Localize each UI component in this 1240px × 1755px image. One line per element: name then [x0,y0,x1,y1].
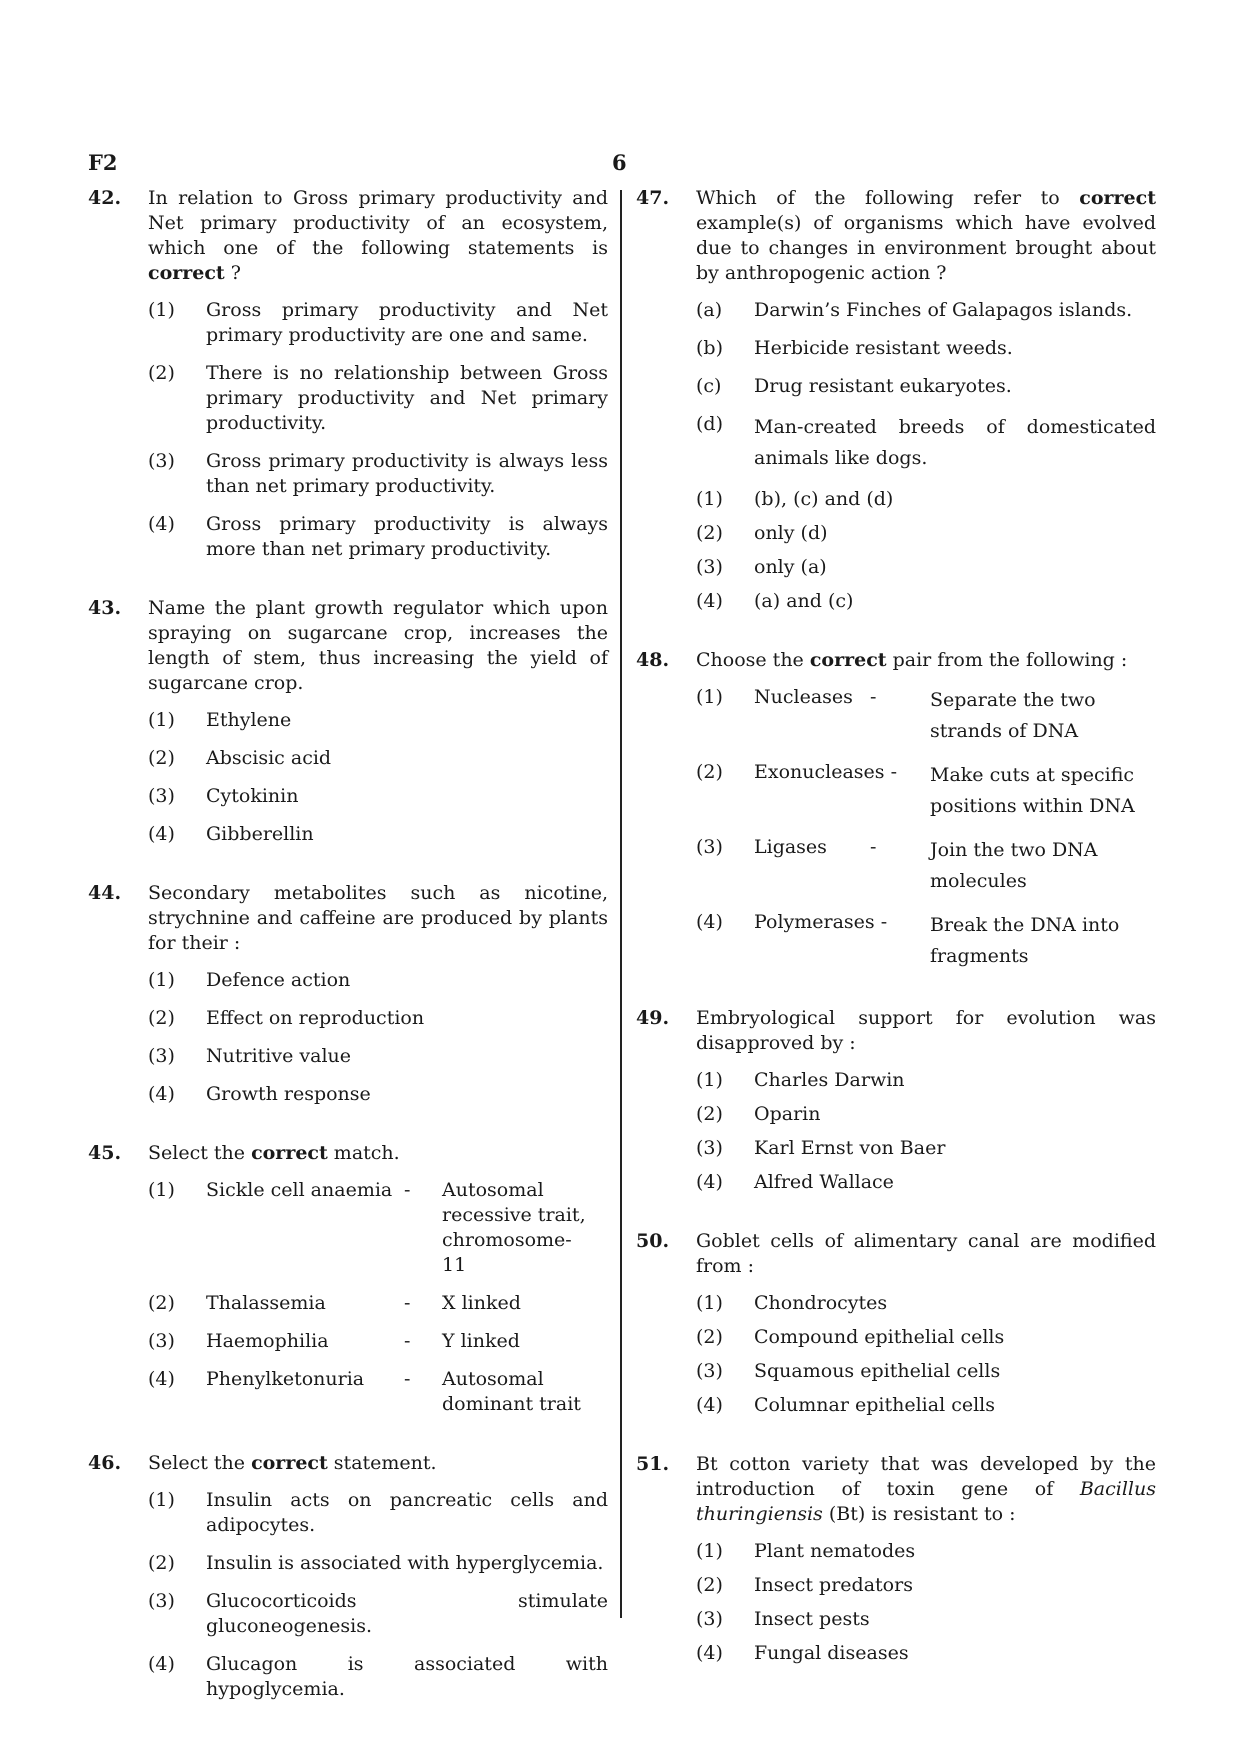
option-3[interactable]: (3) Haemophilia - Y linked [148,1329,608,1354]
option-1[interactable]: (1) Nucleases - Separate the two strands of DNA [696,685,1156,747]
option-3[interactable]: (3) only (a) [696,556,827,578]
option-1[interactable]: (1) Gross primary productivity and Net primary productivity are one and same. [148,299,608,346]
question-text: Embryological support for evolution was disapproved by : [696,1007,1156,1054]
option-3[interactable]: (3) Squamous epithelial cells [696,1360,1001,1382]
option-3[interactable]: (3) Gross primary productivity is always less than net primary productivity. [148,450,608,497]
option-2[interactable]: (2) Compound epithelial cells [696,1326,1005,1348]
option-4[interactable]: (4) Gross primary productivity is always more than net primary productivity. [148,513,608,560]
question-number: 49. [636,1007,670,1029]
question-text: Which of the following refer to correct example(s) of organisms which have evolved due to changes in environment brought about by anthropogenic action ? [696,187,1156,284]
option-3[interactable]: (3) Glucocorticoids stimulate gluconeogenesis. [148,1590,608,1637]
option-4[interactable]: (4) Glucagon is associated with hypoglycemia. [148,1653,608,1700]
question-43 [88,596,608,847]
statement-d: (d) Man-created breeds of domesticated animals like dogs. [696,413,1156,469]
option-1[interactable]: (1) Chondrocytes [696,1292,888,1314]
option-4[interactable]: (4) Columnar epithelial cells [696,1394,995,1416]
match-row: Phenylketonuria - Autosomal dominant trait [206,1368,581,1415]
pair-row: Exonucleases - Make cuts at specific positions within DNA [754,761,1135,817]
question-number: 48. [636,649,670,671]
right-column [636,186,1156,1700]
option-4[interactable]: (4) (a) and (c) [696,590,854,612]
option-4[interactable]: (4) Growth response [148,1083,371,1105]
option-4[interactable]: (4) Gibberellin [148,823,314,845]
question-text: In relation to Gross primary productivity and Net primary productivity of an ecosystem, which one of the following statements is correct ? [148,187,608,284]
option-2[interactable]: (2) only (d) [696,522,828,544]
statement-c: (c) Drug resistant eukaryotes. [696,375,1012,397]
question-46 [88,1451,608,1702]
pair-row: Ligases - Join the two DNA molecules [754,836,1098,892]
question-text: Choose the correct pair from the following : [696,649,1128,671]
option-4[interactable]: (4) Fungal diseases [696,1642,909,1664]
match-row: Haemophilia - Y linked [206,1330,520,1352]
option-4[interactable]: (4) Phenylketonuria - Autosomal dominant trait [148,1367,608,1417]
match-row: Thalassemia - X linked [206,1292,521,1314]
option-1[interactable]: (1) (b), (c) and (d) [696,488,894,510]
question-number: 46. [88,1452,122,1474]
question-50 [636,1229,1156,1418]
question-text: Bt cotton variety that was developed by the introduction of toxin gene of Bacillus thuringiensis (Bt) is resistant to : [696,1453,1156,1525]
option-3[interactable]: (3) Cytokinin [148,785,299,807]
question-text: Goblet cells of alimentary canal are modified from : [696,1230,1156,1277]
question-45 [88,1141,608,1417]
option-2[interactable]: (2) Exonucleases - Make cuts at specific positions within DNA [696,760,1156,822]
booklet-code: F2 [88,150,118,175]
pair-row: Polymerases - Break the DNA into fragments [754,911,1120,967]
option-1[interactable]: (1) Ethylene [148,709,292,731]
question-text: Name the plant growth regulator which upon spraying on sugarcane crop, increases the length of stem, thus increasing the yield of sugarcane crop. [148,597,608,694]
question-number: 42. [88,187,122,209]
question-number: 45. [88,1142,122,1164]
option-2[interactable]: (2) Insect predators [696,1574,913,1596]
question-number: 43. [88,597,122,619]
option-1[interactable]: (1) Defence action [148,969,351,991]
question-47 [636,186,1156,614]
question-number: 47. [636,187,670,209]
question-number: 50. [636,1230,670,1252]
question-text: Select the correct match. [148,1142,400,1164]
question-49 [636,1006,1156,1195]
question-number: 44. [88,882,122,904]
question-48 [636,648,1156,972]
option-2[interactable]: (2) Abscisic acid [148,747,332,769]
page-number: 6 [612,150,627,175]
option-3[interactable]: (3) Insect pests [696,1608,870,1630]
option-1[interactable]: (1) Insulin acts on pancreatic cells and adipocytes. [148,1489,608,1536]
left-column [88,186,608,1736]
statement-b: (b) Herbicide resistant weeds. [696,337,1013,359]
match-row: Sickle cell anaemia - Autosomal recessive trait, chromosome-11 [206,1179,586,1276]
option-3[interactable]: (3) Nutritive value [148,1045,352,1067]
option-1[interactable]: (1) Charles Darwin [696,1069,905,1091]
option-3[interactable]: (3) Karl Ernst von Baer [696,1137,946,1159]
column-divider [620,190,622,1618]
option-2[interactable]: (2) There is no relationship between Gross primary productivity and Net primary productivity. [148,362,608,434]
question-51 [636,1452,1156,1666]
pair-row: Nucleases - Separate the two strands of DNA [754,686,1096,742]
option-4[interactable]: (4) Polymerases - Break the DNA into fragments [696,910,1156,972]
option-3[interactable]: (3) Ligases - Join the two DNA molecules [696,835,1156,897]
question-42 [88,186,608,562]
question-text: Select the correct statement. [148,1452,437,1474]
question-44 [88,881,608,1107]
question-text: Secondary metabolites such as nicotine, strychnine and caffeine are produced by plants for their : [148,882,608,954]
option-4[interactable]: (4) Alfred Wallace [696,1171,894,1193]
option-2[interactable]: (2) Thalassemia - X linked [148,1291,608,1316]
statement-a: (a) Darwin’s Finches of Galapagos islands. [696,299,1133,321]
option-2[interactable]: (2) Insulin is associated with hyperglycemia. [148,1552,604,1574]
question-number: 51. [636,1453,670,1475]
option-1[interactable]: (1) Plant nematodes [696,1540,916,1562]
option-2[interactable]: (2) Oparin [696,1103,821,1125]
option-1[interactable]: (1) Sickle cell anaemia - Autosomal recessive trait, chromosome-11 [148,1178,608,1278]
option-2[interactable]: (2) Effect on reproduction [148,1007,425,1029]
